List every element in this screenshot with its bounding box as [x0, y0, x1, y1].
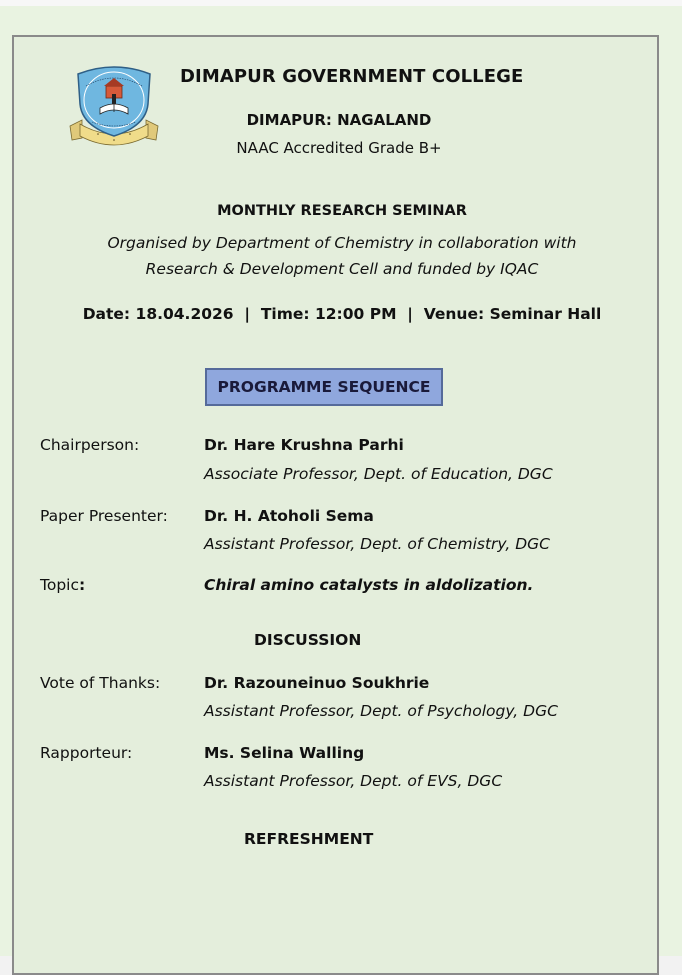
programme-sequence-heading: PROGRAMME SEQUENCE	[205, 368, 443, 406]
rapporteur-designation: Assistant Professor, Dept. of EVS, DGC	[204, 772, 503, 790]
seminar-title: MONTHLY RESEARCH SEMINAR	[217, 203, 467, 219]
accreditation-text: NAAC Accredited Grade B+	[236, 139, 442, 157]
chairperson-designation: Associate Professor, Dept. of Education, DGC	[204, 465, 553, 483]
organiser-line-2: Research & Development Cell and funded by IQAC	[145, 260, 539, 278]
college-location: DIMAPUR: NAGALAND	[246, 111, 432, 129]
topic-label-colon: :	[79, 576, 86, 594]
organiser-line-1: Organised by Department of Chemistry in collaboration with	[107, 234, 577, 252]
rapporteur-name: Ms. Selina Walling	[204, 744, 365, 762]
topic-label	[40, 576, 85, 594]
date-time-venue: Date: 18.04.2026 | Time: 12:00 PM | Venue: Seminar Hall	[82, 305, 602, 323]
vote-of-thanks-name: Dr. Razouneinuo Soukhrie	[204, 674, 430, 692]
top-strip	[0, 0, 682, 6]
presenter-designation: Assistant Professor, Dept. of Chemistry, DGC	[204, 535, 550, 553]
college-logo	[68, 64, 160, 150]
vote-of-thanks-label: Vote of Thanks:	[40, 674, 161, 692]
rapporteur-label: Rapporteur:	[40, 744, 133, 762]
presenter-name: Dr. H. Atoholi Sema	[204, 507, 374, 525]
vote-of-thanks-designation: Assistant Professor, Dept. of Psychology, DGC	[204, 702, 558, 720]
chairperson-label: Chairperson:	[40, 436, 140, 454]
topic-label-text: Topic	[40, 576, 79, 594]
refreshment-heading: REFRESHMENT	[244, 830, 374, 848]
topic-value: Chiral amino catalysts in aldolization.	[204, 576, 534, 594]
college-name: DIMAPUR GOVERNMENT COLLEGE	[180, 66, 524, 87]
organiser-text	[40, 230, 644, 282]
presenter-label: Paper Presenter:	[40, 507, 168, 525]
discussion-heading: DISCUSSION	[254, 631, 362, 649]
chairperson-name: Dr. Hare Krushna Parhi	[204, 436, 404, 454]
